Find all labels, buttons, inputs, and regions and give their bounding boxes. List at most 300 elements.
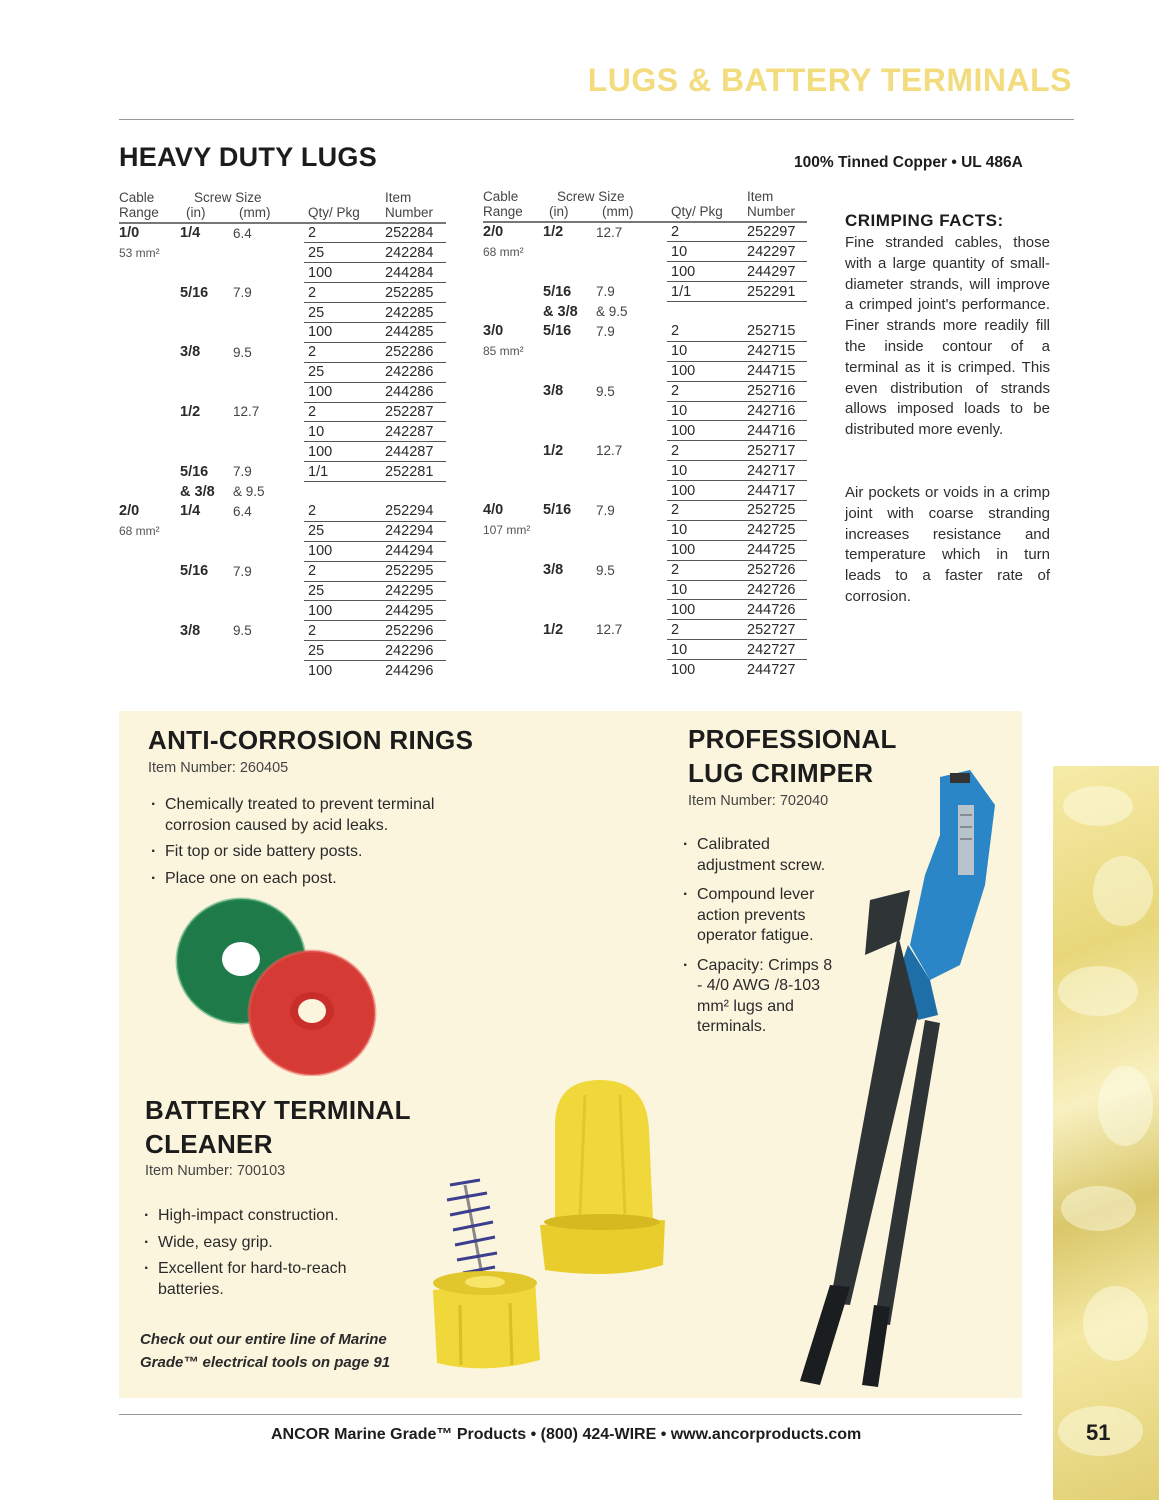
crimping-facts-title: CRIMPING FACTS: bbox=[845, 211, 1004, 230]
cell-screw-in bbox=[543, 262, 596, 282]
list-item: · Compound lever action prevents operator fatigue. bbox=[680, 885, 840, 947]
list-item: · Place one on each post. bbox=[148, 869, 478, 890]
cell-qty: 100 bbox=[667, 262, 729, 282]
cell-screw-mm: 9.5 bbox=[233, 344, 252, 360]
list-item: · High-impact construction. bbox=[141, 1206, 371, 1227]
cell-cable-range bbox=[119, 581, 180, 601]
cell-screw-mm bbox=[596, 361, 667, 381]
lugs-table-left bbox=[119, 190, 446, 680]
table-row bbox=[119, 641, 446, 661]
table-row bbox=[483, 222, 807, 242]
table-row bbox=[119, 621, 446, 641]
table-row bbox=[483, 401, 807, 421]
cell-screw-in: 3/8 bbox=[543, 383, 564, 400]
cell-item-number: 244296 bbox=[385, 662, 434, 679]
cell-screw-mm: & 9.5 bbox=[596, 304, 628, 319]
cell-cable-range bbox=[483, 361, 543, 381]
cell-qty: 10 bbox=[667, 520, 729, 540]
cell-qty: 2 bbox=[304, 283, 367, 303]
cell-qty: 25 bbox=[304, 521, 367, 541]
cell-screw-in bbox=[180, 541, 233, 561]
cell-screw-mm bbox=[233, 641, 304, 661]
cell-item-number: 244287 bbox=[367, 442, 446, 462]
mm-label: (mm) bbox=[239, 205, 271, 220]
cell-qty bbox=[304, 482, 367, 502]
cell-item-number: 242717 bbox=[729, 461, 807, 481]
cell-item-number: 252291 bbox=[729, 282, 807, 302]
cell-qty: 10 bbox=[304, 422, 367, 442]
rings-bullets bbox=[148, 795, 478, 889]
table-row bbox=[119, 362, 446, 382]
cell-screw-in bbox=[543, 421, 596, 441]
col-item-number: Item Number bbox=[367, 190, 446, 223]
cell-screw-mm bbox=[596, 242, 667, 262]
cell-qty: 10 bbox=[667, 580, 729, 600]
cell-qty: 100 bbox=[304, 322, 367, 342]
table-row bbox=[119, 462, 446, 482]
cell-cable-range bbox=[119, 442, 180, 462]
cell-qty: 10 bbox=[667, 401, 729, 421]
cell-screw-mm: 12.7 bbox=[596, 622, 623, 638]
table-row bbox=[483, 580, 807, 600]
table-row bbox=[483, 560, 807, 580]
cell-cable-range bbox=[483, 381, 543, 401]
cell-cable-range bbox=[483, 262, 543, 282]
cell-qty: 10 bbox=[667, 341, 729, 361]
table-row bbox=[483, 660, 807, 680]
cell-cable-range bbox=[483, 660, 543, 680]
rings-item-number: Item Number: 260405 bbox=[148, 760, 289, 776]
cell-screw-in bbox=[180, 422, 233, 442]
cell-screw-in bbox=[180, 303, 233, 323]
cell-screw-mm bbox=[233, 263, 304, 283]
cell-screw-in bbox=[543, 481, 596, 501]
col-cable-range: Cable Range bbox=[119, 190, 180, 223]
cell-screw-mm: 6.4 bbox=[233, 225, 252, 241]
table-row bbox=[483, 321, 807, 341]
table-row bbox=[483, 540, 807, 560]
cell-screw-in: 3/8 bbox=[543, 562, 564, 579]
cell-item-number: 252285 bbox=[367, 283, 446, 303]
table-row bbox=[119, 561, 446, 581]
cable-mm2: 53 mm² bbox=[119, 245, 160, 260]
cell-item-number: 242725 bbox=[729, 520, 807, 540]
cell-item-number: 244727 bbox=[747, 661, 796, 678]
cell-screw-in bbox=[180, 322, 233, 342]
cell-item-number: 244285 bbox=[367, 322, 446, 342]
cell-screw-mm bbox=[233, 541, 304, 561]
cell-item-number: 242297 bbox=[729, 242, 807, 262]
cell-item-number: 242296 bbox=[367, 641, 446, 661]
cell-cable-range: 1/0 bbox=[119, 225, 140, 242]
cell-cable-range bbox=[119, 561, 180, 581]
table-row bbox=[119, 342, 446, 362]
cell-screw-mm bbox=[233, 322, 304, 342]
table-row bbox=[483, 361, 807, 381]
cell-item-number: 244715 bbox=[729, 361, 807, 381]
cell-cable-range bbox=[119, 521, 180, 541]
cable-mm2: 107 mm² bbox=[483, 523, 531, 538]
cell-screw-in bbox=[543, 401, 596, 421]
cell-item-number: 242285 bbox=[367, 303, 446, 323]
table-row bbox=[483, 421, 807, 441]
cell-qty: 2 bbox=[304, 501, 367, 521]
cell-item-number: 252295 bbox=[367, 561, 446, 581]
cell-screw-in bbox=[180, 521, 233, 541]
cable-mm2: 85 mm² bbox=[483, 344, 524, 359]
cell-qty: 2 bbox=[304, 223, 367, 243]
cell-screw-in: 5/16 bbox=[543, 323, 572, 340]
cell-cable-range bbox=[483, 421, 543, 441]
table-row bbox=[119, 581, 446, 601]
cleaner-title-line2: CLEANER bbox=[145, 1129, 273, 1159]
cell-screw-mm bbox=[596, 640, 667, 660]
rings-title: ANTI-CORROSION RINGS bbox=[148, 725, 474, 755]
cell-screw-mm bbox=[233, 581, 304, 601]
cell-item-number: 252727 bbox=[729, 620, 807, 640]
list-item: · Fit top or side battery posts. bbox=[148, 842, 478, 863]
table-row bbox=[119, 442, 446, 462]
cell-screw-in: & 3/8 bbox=[180, 483, 215, 500]
cell-screw-in bbox=[543, 520, 596, 540]
cell-item-number: 252287 bbox=[367, 402, 446, 422]
cell-qty: 1/1 bbox=[304, 462, 367, 482]
cell-item-number: 242295 bbox=[367, 581, 446, 601]
cell-screw-mm: 9.5 bbox=[233, 623, 252, 639]
cell-cable-range bbox=[483, 600, 543, 620]
cell-screw-in: & 3/8 bbox=[543, 303, 578, 320]
cell-cable-range bbox=[483, 341, 543, 361]
table-row bbox=[483, 282, 807, 302]
cell-cable-range bbox=[483, 560, 543, 580]
lug-crimper-image bbox=[790, 765, 1010, 1390]
footer-text: ANCOR Marine Grade™ Products • (800) 424-WIRE • www.ancorproducts.com bbox=[271, 1426, 862, 1443]
cell-cable-range bbox=[119, 382, 180, 402]
cell-qty: 2 bbox=[667, 222, 729, 242]
table-row bbox=[119, 601, 446, 621]
cell-cable-range bbox=[119, 362, 180, 382]
cell-cable-range: 4/0 bbox=[483, 502, 504, 519]
cell-item-number bbox=[367, 482, 446, 502]
cell-qty: 1/1 bbox=[667, 282, 729, 302]
cell-screw-in: 5/16 bbox=[180, 284, 209, 301]
table-row bbox=[483, 620, 807, 640]
cell-qty: 2 bbox=[667, 321, 729, 341]
cell-screw-in: 1/2 bbox=[180, 403, 201, 420]
table-row bbox=[483, 262, 807, 282]
cell-screw-in bbox=[180, 581, 233, 601]
cell-item-number: 242284 bbox=[367, 243, 446, 263]
cell-qty bbox=[667, 302, 729, 322]
cell-qty: 100 bbox=[671, 661, 696, 678]
cell-item-number: 252294 bbox=[367, 501, 446, 521]
col-qty: Qty/ Pkg bbox=[304, 190, 367, 223]
cell-item-number: 244716 bbox=[729, 421, 807, 441]
cable-mm2: 68 mm² bbox=[119, 524, 160, 539]
cell-screw-mm bbox=[233, 661, 304, 681]
cell-screw-in: 5/16 bbox=[543, 502, 572, 519]
cell-cable-range bbox=[483, 282, 543, 302]
table-row bbox=[483, 341, 807, 361]
cell-qty: 100 bbox=[667, 361, 729, 381]
crimper-title-line2: LUG CRIMPER bbox=[688, 758, 874, 788]
cell-qty: 100 bbox=[667, 421, 729, 441]
cell-screw-in bbox=[543, 540, 596, 560]
cell-item-number: 242727 bbox=[729, 640, 807, 660]
cell-cable-range bbox=[119, 621, 180, 641]
cell-cable-range bbox=[119, 601, 180, 621]
cell-cable-range bbox=[483, 640, 543, 660]
cell-screw-in bbox=[180, 661, 233, 681]
cell-screw-mm: 9.5 bbox=[596, 383, 615, 399]
cell-cable-range bbox=[119, 641, 180, 661]
cell-screw-in: 1/2 bbox=[543, 621, 564, 638]
crimper-title-line1: PROFESSIONAL bbox=[688, 724, 897, 754]
cell-screw-mm bbox=[596, 580, 667, 600]
cell-cable-range bbox=[119, 402, 180, 422]
table-row bbox=[119, 501, 446, 521]
cell-qty: 2 bbox=[667, 441, 729, 461]
cell-item-number: 244295 bbox=[367, 601, 446, 621]
cell-screw-mm bbox=[233, 303, 304, 323]
col-screw-size bbox=[180, 190, 304, 223]
cell-cable-range bbox=[119, 541, 180, 561]
table-row bbox=[483, 481, 807, 501]
cell-screw-in bbox=[180, 362, 233, 382]
table-row bbox=[119, 382, 446, 402]
crimping-facts-p1: Fine stranded cables, those with a large quantity of small-diameter strands, will improve a crimped joint's performance. Finer strands more readily fill the inside contour of a terminal as it is crimped. This even distribution of strands allows imposed loads to be distributed more evenly. bbox=[845, 234, 1050, 439]
table-row bbox=[483, 461, 807, 481]
cell-qty: 25 bbox=[304, 362, 367, 382]
cell-qty: 2 bbox=[304, 402, 367, 422]
cell-screw-mm bbox=[596, 540, 667, 560]
cell-screw-mm: 12.7 bbox=[596, 443, 623, 459]
cell-cable-range bbox=[483, 520, 543, 540]
table-row bbox=[483, 242, 807, 262]
table-row bbox=[483, 640, 807, 660]
cell-cable-range bbox=[483, 620, 543, 640]
cell-qty: 2 bbox=[304, 561, 367, 581]
cell-cable-range bbox=[119, 342, 180, 362]
cell-cable-range bbox=[119, 283, 180, 303]
tools-note bbox=[140, 1328, 390, 1374]
cell-qty: 100 bbox=[667, 481, 729, 501]
cell-screw-mm: 7.9 bbox=[596, 323, 615, 339]
cell-qty: 2 bbox=[667, 381, 729, 401]
cell-item-number: 252297 bbox=[729, 222, 807, 242]
cell-screw-in bbox=[543, 361, 596, 381]
cell-screw-mm bbox=[596, 262, 667, 282]
cell-screw-in bbox=[543, 341, 596, 361]
cell-screw-mm bbox=[233, 243, 304, 263]
cell-screw-mm: 7.9 bbox=[233, 464, 252, 480]
cleaner-bullets bbox=[141, 1206, 371, 1300]
cell-qty: 25 bbox=[304, 581, 367, 601]
mm-label: (mm) bbox=[602, 204, 634, 219]
cell-cable-range bbox=[119, 422, 180, 442]
cell-screw-mm bbox=[233, 521, 304, 541]
table-row bbox=[119, 322, 446, 342]
cell-qty: 25 bbox=[304, 641, 367, 661]
cell-qty: 100 bbox=[667, 600, 729, 620]
cell-screw-in: 1/4 bbox=[180, 225, 201, 242]
cable-mm2: 68 mm² bbox=[483, 244, 524, 259]
cell-screw-in bbox=[180, 382, 233, 402]
cell-item-number: 252726 bbox=[729, 560, 807, 580]
cell-cable-range bbox=[483, 481, 543, 501]
cell-qty: 100 bbox=[667, 540, 729, 560]
cell-screw-mm bbox=[596, 600, 667, 620]
cell-screw-in bbox=[180, 243, 233, 263]
cell-item-number: 244294 bbox=[367, 541, 446, 561]
cell-screw-mm bbox=[596, 660, 667, 680]
cell-cable-range bbox=[483, 540, 543, 560]
in-label: (in) bbox=[549, 204, 569, 219]
cell-qty: 2 bbox=[667, 620, 729, 640]
cell-screw-mm bbox=[233, 442, 304, 462]
cell-screw-in bbox=[543, 242, 596, 262]
anti-corrosion-rings-image bbox=[175, 896, 380, 1076]
cell-screw-in bbox=[543, 640, 596, 660]
cell-screw-in: 1/2 bbox=[543, 442, 564, 459]
cell-cable-range bbox=[119, 661, 180, 681]
cell-screw-mm bbox=[596, 421, 667, 441]
list-item: · Calibrated adjustment screw. bbox=[680, 835, 840, 876]
screw-size-label: Screw Size bbox=[557, 189, 625, 204]
cell-qty: 2 bbox=[667, 500, 729, 520]
in-label: (in) bbox=[186, 205, 206, 220]
cell-cable-range bbox=[483, 580, 543, 600]
cell-cable-range bbox=[483, 302, 543, 322]
col-qty: Qty/ Pkg bbox=[667, 189, 729, 222]
cell-cable-range bbox=[119, 263, 180, 283]
cell-item-number: 244286 bbox=[367, 382, 446, 402]
list-item: · Wide, easy grip. bbox=[141, 1233, 371, 1254]
tools-note-line2: Grade™ electrical tools on page 91 bbox=[140, 1354, 391, 1371]
table-row bbox=[119, 402, 446, 422]
cell-screw-mm: & 9.5 bbox=[233, 484, 265, 500]
cell-item-number: 252715 bbox=[729, 321, 807, 341]
cell-qty: 100 bbox=[308, 662, 333, 679]
cell-screw-mm: 7.9 bbox=[596, 502, 615, 518]
cell-screw-in bbox=[180, 442, 233, 462]
cell-cable-range bbox=[119, 462, 180, 482]
crimper-item-number: Item Number: 702040 bbox=[688, 793, 829, 809]
cell-screw-in: 3/8 bbox=[180, 622, 201, 639]
cell-screw-mm bbox=[233, 422, 304, 442]
cell-screw-mm bbox=[596, 341, 667, 361]
table-row bbox=[483, 381, 807, 401]
cell-item-number: 242726 bbox=[729, 580, 807, 600]
cell-screw-mm bbox=[596, 481, 667, 501]
cleaner-item-number: Item Number: 700103 bbox=[145, 1163, 286, 1179]
cell-screw-mm: 9.5 bbox=[596, 562, 615, 578]
cell-item-number: 244717 bbox=[729, 481, 807, 501]
table-row bbox=[483, 302, 807, 322]
lugs-photo-strip bbox=[1053, 766, 1159, 1500]
cell-qty: 2 bbox=[667, 560, 729, 580]
cell-item-number: 244284 bbox=[367, 263, 446, 283]
footer-rule bbox=[119, 1414, 1022, 1415]
table-row bbox=[119, 422, 446, 442]
table-row bbox=[119, 521, 446, 541]
cell-item-number: 252281 bbox=[367, 462, 446, 482]
cell-screw-in bbox=[543, 600, 596, 620]
cell-screw-mm: 12.7 bbox=[233, 404, 260, 420]
cell-screw-in bbox=[543, 461, 596, 481]
cell-screw-in bbox=[180, 263, 233, 283]
cell-screw-in: 1/2 bbox=[543, 224, 564, 241]
list-item: · Excellent for hard-to-reach batteries. bbox=[141, 1259, 371, 1300]
cell-qty: 100 bbox=[304, 382, 367, 402]
cell-item-number: 252296 bbox=[367, 621, 446, 641]
table-row bbox=[119, 283, 446, 303]
cell-cable-range: 3/0 bbox=[483, 323, 504, 340]
cell-item-number: 244725 bbox=[729, 540, 807, 560]
cell-item-number: 244726 bbox=[729, 600, 807, 620]
cell-cable-range bbox=[119, 322, 180, 342]
col-screw-size bbox=[543, 189, 667, 222]
cell-screw-in bbox=[543, 580, 596, 600]
lugs-subtitle: 100% Tinned Copper • UL 486A bbox=[794, 154, 1023, 171]
cell-screw-mm bbox=[596, 461, 667, 481]
tools-note-line1: Check out our entire line of Marine bbox=[140, 1331, 387, 1348]
cell-screw-in bbox=[543, 660, 596, 680]
cell-qty: 25 bbox=[304, 243, 367, 263]
crimping-facts-p2: Air pockets or voids in a crimp joint with coarse stranding increases resistance and temperature which in turn leads to a faster rate of corrosion. bbox=[845, 484, 1050, 605]
cell-qty: 2 bbox=[304, 621, 367, 641]
col-item-number: Item Number bbox=[729, 189, 807, 222]
battery-cleaner-image bbox=[425, 1075, 665, 1380]
list-item: · Chemically treated to prevent terminal corrosion caused by acid leaks. bbox=[148, 795, 478, 836]
cleaner-title-line1: BATTERY TERMINAL bbox=[145, 1095, 411, 1125]
cell-cable-range bbox=[119, 243, 180, 263]
cell-cable-range bbox=[119, 482, 180, 502]
lugs-title: HEAVY DUTY LUGS bbox=[119, 142, 378, 172]
cell-qty: 100 bbox=[304, 541, 367, 561]
cell-screw-mm bbox=[596, 401, 667, 421]
cell-cable-range bbox=[483, 441, 543, 461]
cell-item-number: 252716 bbox=[729, 381, 807, 401]
cell-cable-range bbox=[483, 401, 543, 421]
table-row bbox=[119, 303, 446, 323]
cell-screw-mm bbox=[233, 382, 304, 402]
cell-screw-in: 5/16 bbox=[543, 283, 572, 300]
table-row bbox=[483, 441, 807, 461]
cell-screw-in: 3/8 bbox=[180, 344, 201, 361]
table-row bbox=[119, 482, 446, 502]
cell-item-number: 252286 bbox=[367, 342, 446, 362]
screw-size-label: Screw Size bbox=[194, 190, 262, 205]
cell-item-number: 242294 bbox=[367, 521, 446, 541]
cell-item-number: 252725 bbox=[729, 500, 807, 520]
cell-item-number: 242286 bbox=[367, 362, 446, 382]
cell-qty: 2 bbox=[304, 342, 367, 362]
cell-item-number: 242287 bbox=[367, 422, 446, 442]
cell-screw-mm bbox=[596, 520, 667, 540]
cell-qty: 10 bbox=[667, 461, 729, 481]
col-cable-range: Cable Range bbox=[483, 189, 543, 222]
cell-cable-range bbox=[483, 242, 543, 262]
table-row bbox=[119, 263, 446, 283]
cell-item-number: 252717 bbox=[729, 441, 807, 461]
cell-screw-mm: 7.9 bbox=[596, 284, 615, 300]
cell-qty: 100 bbox=[304, 263, 367, 283]
cell-qty: 100 bbox=[304, 601, 367, 621]
lugs-table-right bbox=[483, 189, 807, 679]
cell-cable-range bbox=[119, 303, 180, 323]
table-row bbox=[119, 661, 446, 681]
